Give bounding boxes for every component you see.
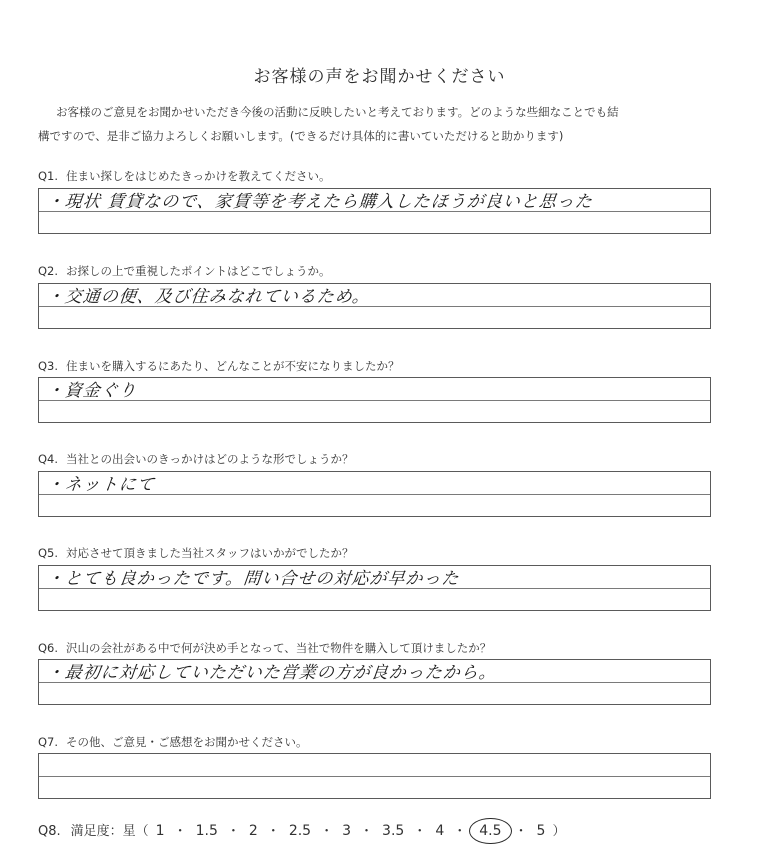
question-number: Q7. — [38, 735, 59, 749]
question-2 — [38, 263, 331, 279]
rating-separator: ・ — [266, 824, 280, 839]
rating-option-5[interactable]: 5 — [536, 823, 546, 839]
question-4 — [38, 451, 354, 467]
rating-separator: ・ — [360, 824, 374, 839]
rating-option-2-5[interactable]: 2.5 — [288, 823, 312, 839]
question-number: Q2. — [38, 264, 59, 278]
question-text: お探しの上で重視したポイントはどこでしょうか。 — [66, 264, 331, 278]
answer-box-3[interactable] — [38, 377, 711, 423]
handwritten-answer: ・現状 賃貸なので、家賃等を考えたら購入したほうが良いと思った — [45, 192, 594, 212]
rating-separator: ・ — [173, 824, 187, 839]
answer-box-4[interactable] — [38, 471, 711, 517]
rating-option-4[interactable]: 4 — [435, 823, 445, 839]
question-number: Q3. — [38, 359, 59, 373]
question-text: 住まいを購入するにあたり、どんなことが不安になりましたか？ — [66, 359, 400, 373]
question-number: Q5. — [38, 546, 59, 560]
rating-separator: ・ — [226, 824, 240, 839]
rating-separator: ・ — [320, 824, 334, 839]
handwritten-answer: ・交通の便、及び住みなれているため。 — [45, 287, 372, 307]
rating-option-1[interactable]: 1 — [155, 823, 165, 839]
rating-separator: ・ — [514, 824, 528, 839]
answer-box-7[interactable] — [38, 753, 711, 799]
question-number: Q8. — [38, 824, 61, 839]
rating-close: ） — [552, 824, 566, 839]
answer-box-1[interactable] — [38, 188, 711, 234]
intro-text — [38, 100, 728, 148]
rating-label: 満足度：星（ — [70, 824, 149, 839]
question-7 — [38, 734, 308, 750]
question-text: 対応させて頂きました当社スタッフはいかがでしたか？ — [66, 546, 354, 560]
intro-line-2: 構ですので、是非ご協力よろしくお願いします。(できるだけ具体的に書いていただけると助かります) — [38, 129, 564, 143]
rating-separator: ・ — [413, 824, 427, 839]
rating-option-3-5[interactable]: 3.5 — [382, 823, 405, 839]
intro-line-1: お客様のご意見をお聞かせいただき今後の活動に反映したいと考えております。どのような些細なことでも結 — [56, 105, 619, 119]
handwritten-answer: ・資金ぐり — [45, 381, 138, 401]
question-number: Q1. — [38, 169, 59, 183]
rating-separator: ・ — [453, 824, 467, 839]
question-number: Q4. — [38, 452, 59, 466]
satisfaction-rating — [38, 820, 565, 839]
handwritten-answer: ・最初に対応していただいた営業の方が良かったから。 — [45, 663, 498, 683]
page-title: お客様の声をお聞かせください — [253, 67, 506, 87]
question-6 — [38, 640, 491, 656]
answer-box-2[interactable] — [38, 283, 711, 329]
handwritten-answer: ・ネットにて — [45, 475, 156, 495]
answer-box-5[interactable] — [38, 565, 711, 611]
question-text: 当社との出会いのきっかけはどのような形でしょうか？ — [66, 452, 354, 466]
rating-option-3[interactable]: 3 — [342, 823, 352, 839]
question-text: 住まい探しをはじめたきっかけを教えてください。 — [66, 169, 331, 183]
rating-option-1-5[interactable]: 1.5 — [195, 823, 218, 839]
question-1 — [38, 168, 331, 184]
rating-option-4-5-selected[interactable]: 4.5 — [475, 823, 505, 839]
question-5 — [38, 545, 354, 561]
question-3 — [38, 358, 400, 374]
question-number: Q6. — [38, 641, 59, 655]
rating-option-2[interactable]: 2 — [248, 823, 258, 839]
handwritten-answer: ・とても良かったです。問い合せの対応が早かった — [45, 569, 461, 589]
answer-box-6[interactable] — [38, 659, 711, 705]
question-text: 沢山の会社がある中で何が決め手となって、当社で物件を購入して頂けましたか？ — [66, 641, 492, 655]
question-text: その他、ご意見・ご感想をお聞かせください。 — [66, 735, 308, 749]
